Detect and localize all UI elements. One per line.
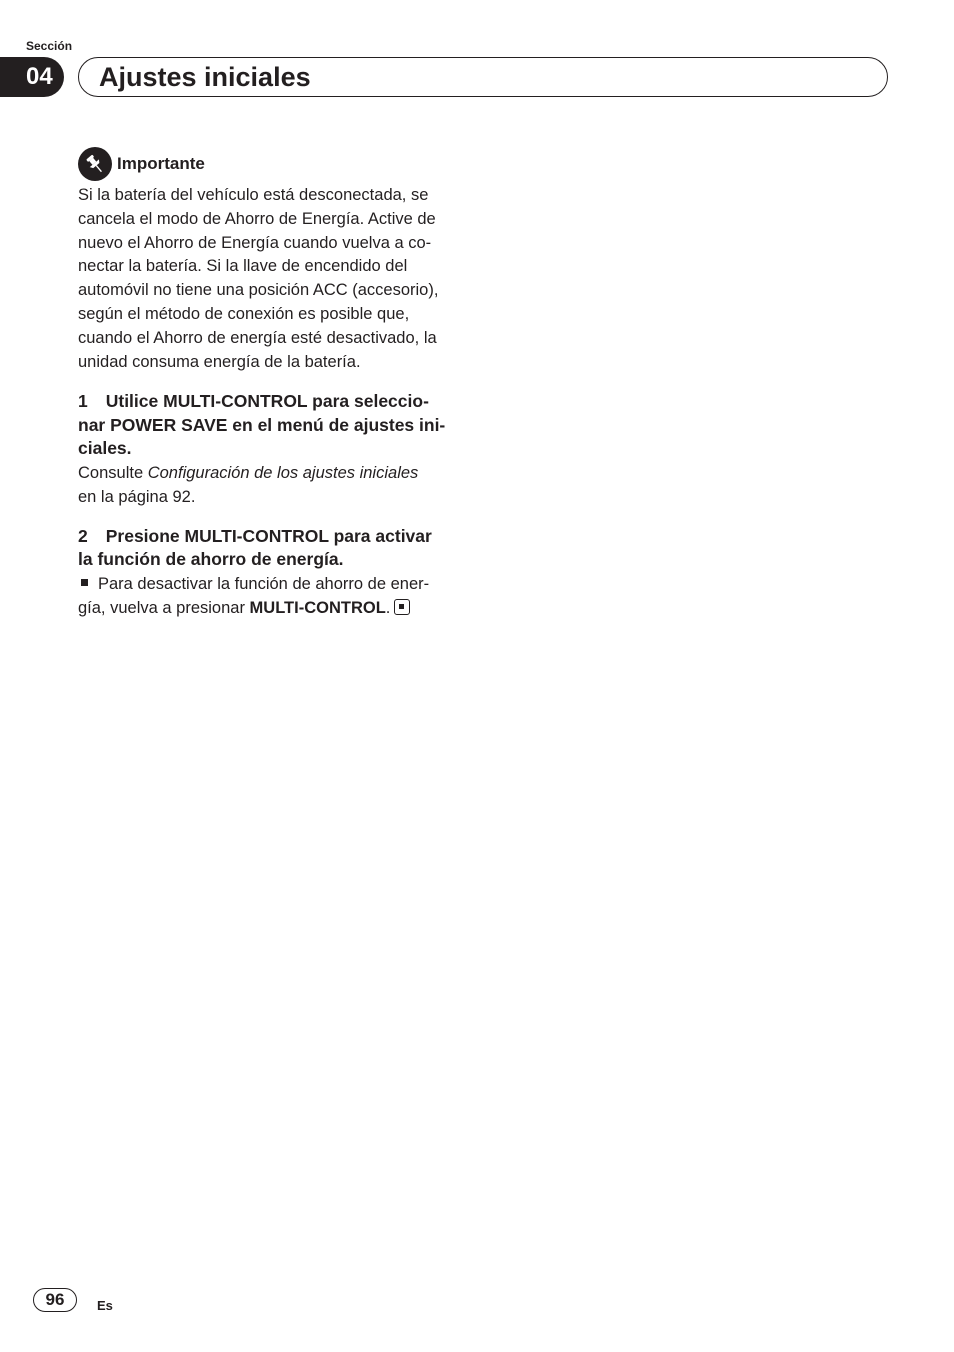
step-1-heading: 1 Utilice MULTI-CONTROL para seleccio- nar POWER SAVE en el menú de ajustes ini- ciales. bbox=[78, 391, 446, 459]
bullet-square-icon bbox=[81, 579, 88, 586]
step-2-heading: 2 Presione MULTI-CONTROL para activar la función de ahorro de energía. bbox=[78, 525, 432, 570]
page-number: 96 bbox=[33, 1288, 77, 1312]
step-number: 1 bbox=[78, 391, 88, 412]
step-number: 2 bbox=[78, 525, 88, 546]
section-title-box bbox=[78, 57, 888, 97]
section-number-badge: 04 bbox=[0, 57, 64, 97]
main-content bbox=[78, 148, 468, 620]
important-text: Si la batería del vehículo está desconectada, se cancela el modo de Ahorro de Energía. Active de nuevo el Ahorro de Energía cuando vuelva a co- nectar la batería. Si la llave de encendido del automóvil no tiene una posición ACC (accesorio), según el método de conexión es posible que, cuando el Ahorro de energía esté desactivado, la unidad consuma energía de la batería. bbox=[78, 186, 439, 371]
important-title: Importante bbox=[117, 154, 205, 173]
end-of-section-icon bbox=[394, 599, 410, 615]
important-heading bbox=[78, 148, 468, 180]
page-title: Ajustes iniciales bbox=[99, 62, 311, 92]
pushpin-icon bbox=[78, 147, 112, 181]
step-1-reference: Consulte Configuración de los ajustes iniciales en la página 92. bbox=[78, 463, 419, 506]
section-label: Sección bbox=[26, 39, 73, 53]
reference-link-text: Configuración de los ajustes iniciales bbox=[147, 463, 419, 482]
language-code: Es bbox=[97, 1298, 113, 1313]
step-2-bullet: Para desactivar la función de ahorro de ener- gía, vuelva a presionar MULTI-CONTROL. bbox=[78, 574, 430, 617]
